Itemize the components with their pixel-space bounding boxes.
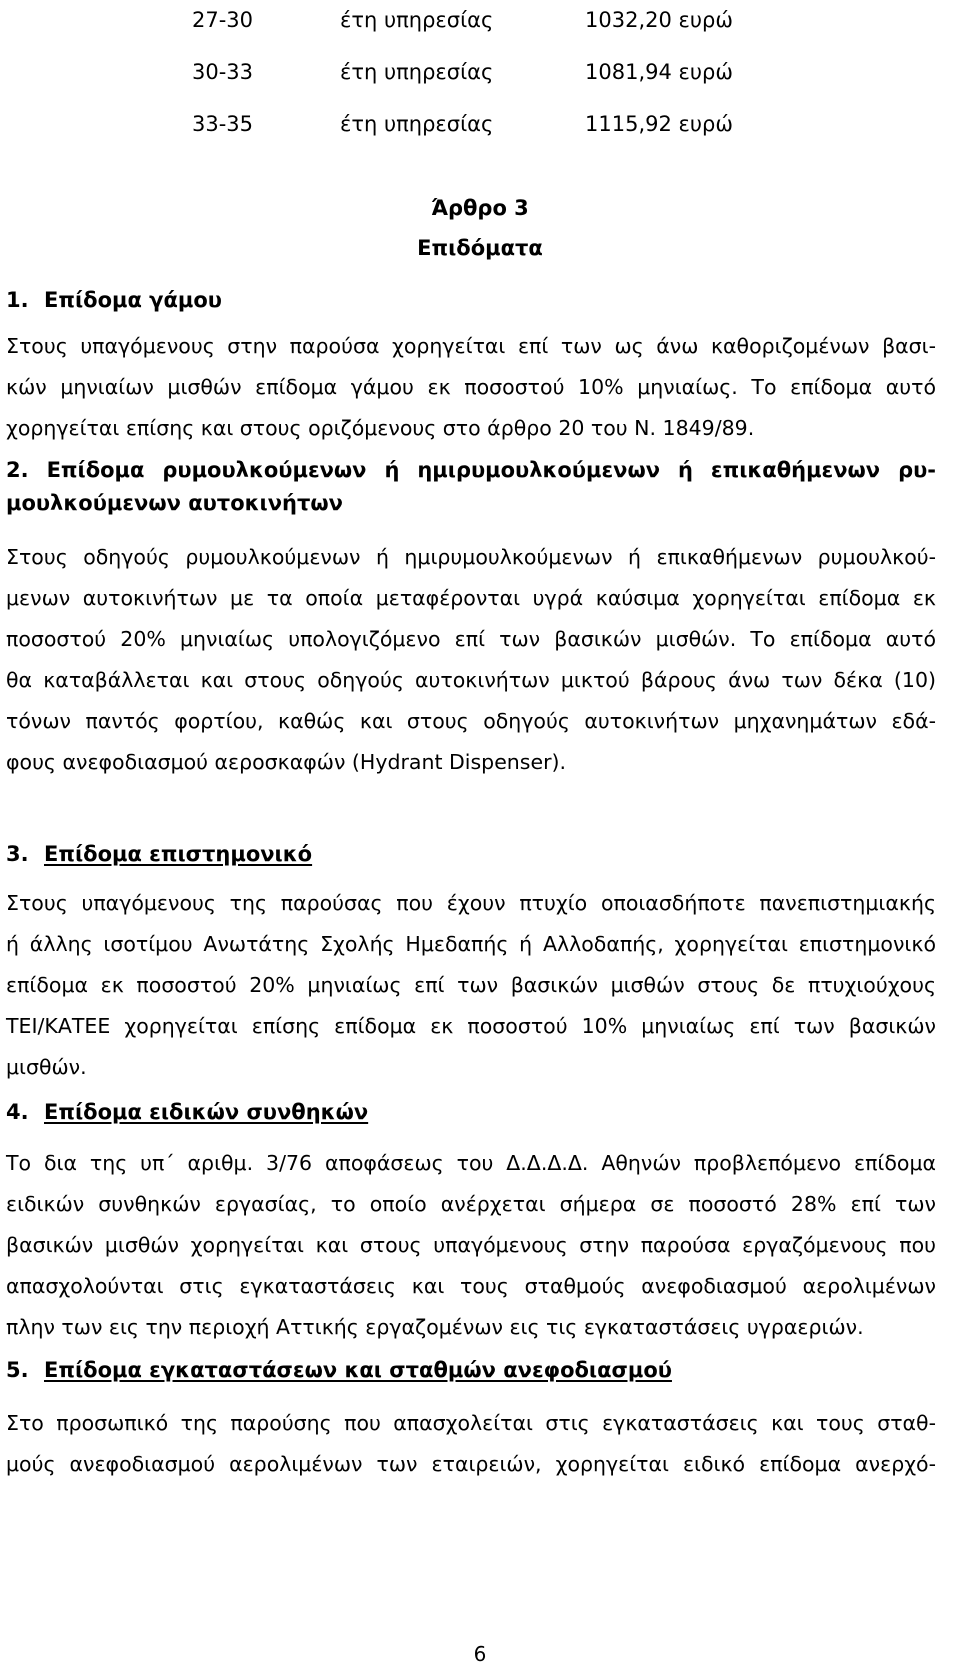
paragraph-line: θα καταβάλλεται και στους οδηγούς αυτοκινήτων μικτού βάρους άνω των δέκα (10) bbox=[6, 668, 936, 692]
section-heading bbox=[6, 1096, 368, 1128]
section-heading bbox=[6, 284, 222, 316]
section-title: Επίδομα ειδικών συνθηκών bbox=[44, 1100, 369, 1124]
paragraph-line: Στους υπαγόμενους στην παρούσα χορηγείται επί των ως άνω καθοριζομένων βασι- bbox=[6, 334, 936, 358]
salary-row bbox=[0, 52, 960, 92]
section-paragraph bbox=[6, 537, 936, 783]
paragraph-line: ή άλλης ισοτίμου Ανωτάτης Σχολής Ημεδαπής ή Αλλοδαπής, χορηγείται επιστημονικό bbox=[6, 932, 936, 956]
section-heading bbox=[6, 454, 936, 520]
section-paragraph bbox=[6, 1143, 936, 1348]
section-number: 1. bbox=[6, 288, 29, 312]
salary-amount: 1081,94 ευρώ bbox=[585, 60, 733, 84]
paragraph-line: ειδικών συνθηκών εργασίας, το οποίο ανέρχεται σήμερα σε ποσοστό 28% επί των bbox=[6, 1192, 936, 1216]
paragraph-line: μενων αυτοκινήτων με τα οποία μεταφέρονται υγρά καύσιμα χορηγείται επίδομα εκ bbox=[6, 586, 936, 610]
section-number: 2. bbox=[6, 458, 29, 482]
salary-amount: 1032,20 ευρώ bbox=[585, 8, 733, 32]
section-number: 4. bbox=[6, 1100, 29, 1124]
paragraph-line: ποσοστού 20% μηνιαίως υπολογιζόμενο επί των βασικών μισθών. Το επίδομα αυτό bbox=[6, 627, 936, 651]
section-title: Επίδομα γάμου bbox=[44, 288, 222, 312]
salary-years-label: έτη υπηρεσίας bbox=[340, 112, 494, 136]
salary-years-range: 30-33 bbox=[192, 60, 254, 84]
paragraph-line: Στο προσωπικό της παρούσης που απασχολείται στις εγκαταστάσεις και τους σταθ- bbox=[6, 1411, 936, 1435]
section-number: 3. bbox=[6, 842, 29, 866]
section-title: Επίδομα εγκαταστάσεων και σταθμών ανεφοδιασμού bbox=[44, 1358, 672, 1382]
section-number: 5. bbox=[6, 1358, 29, 1382]
salary-years-range: 27-30 bbox=[192, 8, 254, 32]
paragraph-line: φους ανεφοδιασμού αεροσκαφών (Hydrant Dispenser). bbox=[6, 750, 567, 774]
paragraph-line: χορηγείται επίσης και στους οριζόμενους στο άρθρο 20 του Ν. 1849/89. bbox=[6, 416, 755, 440]
paragraph-line: κών μηνιαίων μισθών επίδομα γάμου εκ ποσοστού 10% μηνιαίως. Το επίδομα αυτό bbox=[6, 375, 936, 399]
section-heading bbox=[6, 838, 312, 870]
paragraph-line: μούς ανεφοδιασμού αερολιμένων των εταιρειών, χορηγείται ειδικό επίδομα ανερχό- bbox=[6, 1452, 936, 1476]
section-title-line: μουλκούμενων αυτοκινήτων bbox=[6, 491, 343, 515]
section-paragraph bbox=[6, 883, 936, 1088]
paragraph-line: επίδομα εκ ποσοστού 20% μηνιαίως επί των βασικών μισθών στους δε πτυχιούχους bbox=[6, 973, 936, 997]
paragraph-line: Στους υπαγόμενους της παρούσας που έχουν πτυχίο οποιασδήποτε πανεπιστημιακής bbox=[6, 891, 936, 915]
paragraph-line: πλην των εις την περιοχή Αττικής εργαζομένων εις τις εγκαταστάσεις υγραεριών. bbox=[6, 1315, 864, 1339]
article-number: Άρθρο 3 bbox=[431, 196, 529, 220]
salary-amount: 1115,92 ευρώ bbox=[585, 112, 733, 136]
paragraph-line: απασχολούνται στις εγκαταστάσεις και τους σταθμούς ανεφοδιασμού αερολιμένων bbox=[6, 1274, 936, 1298]
salary-years-range: 33-35 bbox=[192, 112, 254, 136]
paragraph-line: ΤΕΙ/ΚΑΤΕΕ χορηγείται επίσης επίδομα εκ ποσοστού 10% μηνιαίως επί των βασικών bbox=[6, 1014, 936, 1038]
page-number: 6 bbox=[473, 1642, 487, 1666]
salary-years-label: έτη υπηρεσίας bbox=[340, 60, 494, 84]
section-paragraph bbox=[6, 1403, 936, 1485]
paragraph-line: μισθών. bbox=[6, 1055, 87, 1079]
salary-years-label: έτη υπηρεσίας bbox=[340, 8, 494, 32]
section-paragraph bbox=[6, 326, 936, 449]
paragraph-line: τόνων παντός φορτίου, καθώς και στους οδηγούς αυτοκινήτων μηχανημάτων εδά- bbox=[6, 709, 936, 733]
salary-row bbox=[0, 0, 960, 40]
paragraph-line: βασικών μισθών χορηγείται και στους υπαγόμενους στην παρούσα εργαζόμενους που bbox=[6, 1233, 936, 1257]
section-title: Επίδομα επιστημονικό bbox=[44, 842, 313, 866]
paragraph-line: Στους οδηγούς ρυμουλκούμενων ή ημιρυμουλκούμενων ή επικαθήμενων ρυμουλκού- bbox=[6, 545, 936, 569]
paragraph-line: Το δια της υπ΄ αριθμ. 3/76 αποφάσεως του Δ.Δ.Δ.Δ. Αθηνών προβλεπόμενο επίδομα bbox=[6, 1151, 936, 1175]
salary-row bbox=[0, 104, 960, 144]
article-title: Επιδόματα bbox=[417, 236, 543, 260]
section-heading bbox=[6, 1354, 672, 1386]
section-title-line: Επίδομα ρυμουλκούμενων ή ημιρυμουλκούμενων ή επικαθήμενων ρυ- bbox=[46, 458, 936, 482]
